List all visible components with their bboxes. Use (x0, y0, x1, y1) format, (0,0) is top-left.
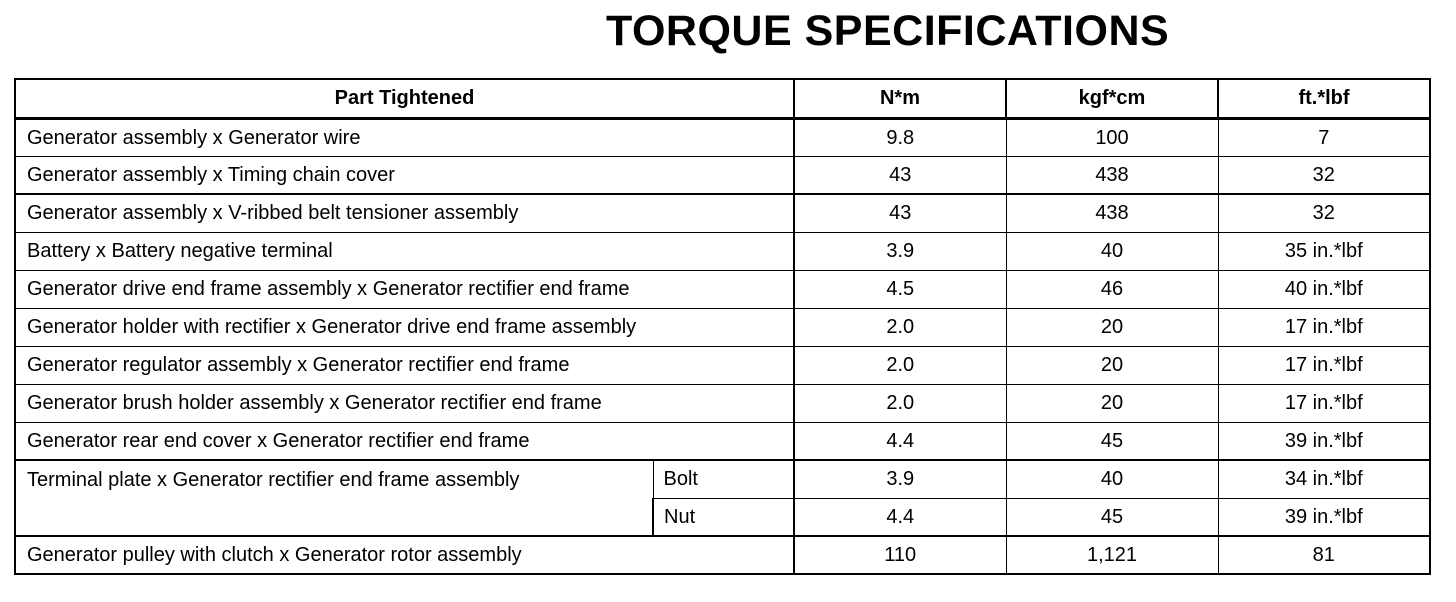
table-row (15, 422, 1456, 460)
ftlbf-cell: 17 in.*lbf (1218, 346, 1430, 384)
kgfcm-cell: 46 (1006, 270, 1218, 308)
ftlbf-cell: 32 (1218, 156, 1430, 194)
terminal-plate-part-cell: Terminal plate x Generator rectifier end frame assembly (15, 460, 653, 536)
bolt-label-cell: Bolt (653, 460, 794, 498)
nm-cell: 2.0 (794, 308, 1006, 346)
ftlbf-cell: 17 in.*lbf (1218, 384, 1430, 422)
ftlbf-cell: 39 in.*lbf (1218, 498, 1430, 536)
part-cell: Generator assembly x Timing chain cover (15, 156, 794, 194)
nm-cell: 3.9 (794, 232, 1006, 270)
kgfcm-cell: 20 (1006, 384, 1218, 422)
kgfcm-cell: 438 (1006, 194, 1218, 232)
kgfcm-cell: 438 (1006, 156, 1218, 194)
part-cell: Generator pulley with clutch x Generator rotor assembly (15, 536, 794, 574)
page-title: TORQUE SPECIFICATIONS (606, 7, 1170, 55)
nm-cell: 2.0 (794, 346, 1006, 384)
ftlbf-cell: 7 (1218, 118, 1430, 156)
part-cell: Generator regulator assembly x Generator rectifier end frame (15, 346, 794, 384)
nm-cell: 4.4 (794, 498, 1006, 536)
nm-cell: 4.4 (794, 422, 1006, 460)
table-row (15, 270, 1456, 308)
part-cell: Generator rear end cover x Generator rectifier end frame (15, 422, 794, 460)
kgfcm-cell: 1,121 (1006, 536, 1218, 574)
kgfcm-cell: 20 (1006, 346, 1218, 384)
table-row (15, 232, 1456, 270)
table-row (15, 118, 1456, 156)
nm-cell: 43 (794, 194, 1006, 232)
ftlbf-cell: 32 (1218, 194, 1430, 232)
nut-label-cell: Nut (653, 498, 794, 536)
part-cell: Generator drive end frame assembly x Generator rectifier end frame (15, 270, 794, 308)
nm-cell: 43 (794, 156, 1006, 194)
table-row (15, 384, 1456, 422)
table-row (15, 536, 1456, 574)
ftlbf-cell: 39 in.*lbf (1218, 422, 1430, 460)
kgfcm-cell: 40 (1006, 232, 1218, 270)
table-row-terminal-plate-bolt (15, 460, 1456, 498)
part-cell: Generator assembly x Generator wire (15, 118, 794, 156)
part-cell: Generator assembly x V-ribbed belt tensioner assembly (15, 194, 794, 232)
nm-cell: 4.5 (794, 270, 1006, 308)
kgfcm-cell: 40 (1006, 460, 1218, 498)
torque-spec-table (14, 78, 1456, 575)
ftlbf-cell: 35 in.*lbf (1218, 232, 1430, 270)
nm-cell: 3.9 (794, 460, 1006, 498)
header-kgfcm: kgf*cm (1006, 79, 1218, 118)
table-row (15, 156, 1456, 194)
ftlbf-cell: 17 in.*lbf (1218, 308, 1430, 346)
ftlbf-cell: 40 in.*lbf (1218, 270, 1430, 308)
table-row (15, 308, 1456, 346)
table-row (15, 194, 1456, 232)
table-row (15, 346, 1456, 384)
part-cell: Generator holder with rectifier x Generator drive end frame assembly (15, 308, 794, 346)
kgfcm-cell: 100 (1006, 118, 1218, 156)
table-header-row (15, 79, 1456, 118)
part-cell: Battery x Battery negative terminal (15, 232, 794, 270)
nm-cell: 110 (794, 536, 1006, 574)
ftlbf-cell: 34 in.*lbf (1218, 460, 1430, 498)
nm-cell: 9.8 (794, 118, 1006, 156)
kgfcm-cell: 45 (1006, 422, 1218, 460)
header-nm: N*m (794, 79, 1006, 118)
ftlbf-cell: 81 (1218, 536, 1430, 574)
kgfcm-cell: 20 (1006, 308, 1218, 346)
nm-cell: 2.0 (794, 384, 1006, 422)
part-cell: Generator brush holder assembly x Generator rectifier end frame (15, 384, 794, 422)
header-part-tightened: Part Tightened (15, 79, 794, 118)
header-ftlbf: ft.*lbf (1218, 79, 1430, 118)
kgfcm-cell: 45 (1006, 498, 1218, 536)
